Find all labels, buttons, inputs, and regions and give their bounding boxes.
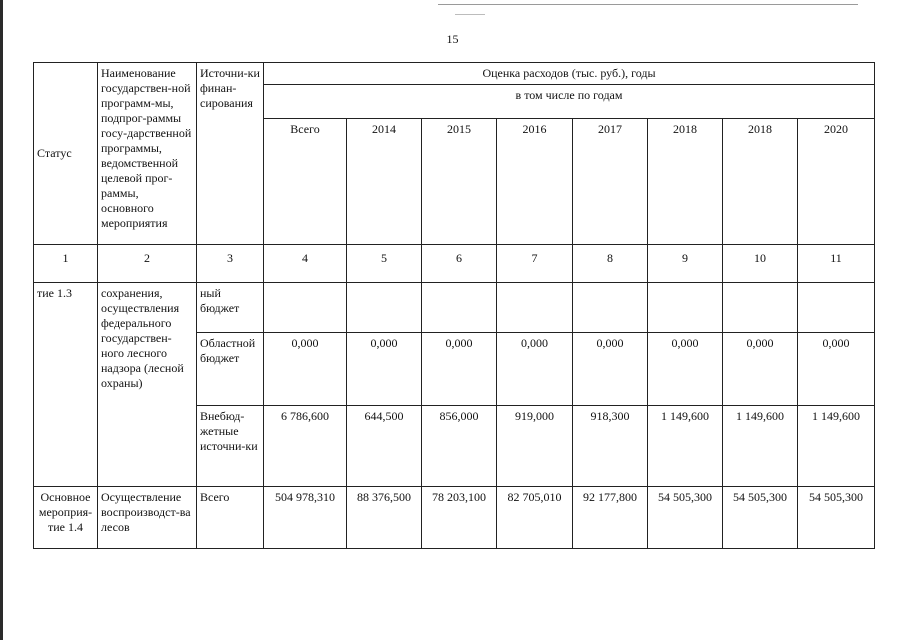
value-cell: 0,000	[347, 333, 422, 406]
header-status: Статус	[34, 63, 98, 245]
header-year: Всего	[264, 119, 347, 245]
value-cell	[422, 283, 497, 333]
header-year: 2016	[497, 119, 573, 245]
header-name: Наименование государствен-ной программ-мы, подпрог-раммы госу-дарственной программы, ведомственной целевой прог-раммы, основного мероприятия	[98, 63, 197, 245]
value-cell: 0,000	[264, 333, 347, 406]
value-cell: 919,000	[497, 406, 573, 487]
column-number: 8	[573, 245, 648, 283]
source-label: Всего	[197, 487, 264, 549]
header-year: 2017	[573, 119, 648, 245]
header-source: Источни-ки финан-сирования	[197, 63, 264, 245]
value-cell: 78 203,100	[422, 487, 497, 549]
column-number-row	[34, 245, 875, 283]
header-year: 2015	[422, 119, 497, 245]
header-year: 2014	[347, 119, 422, 245]
value-cell	[573, 283, 648, 333]
scan-top-line	[438, 4, 858, 5]
value-cell: 504 978,310	[264, 487, 347, 549]
value-cell: 0,000	[497, 333, 573, 406]
value-cell: 1 149,600	[648, 406, 723, 487]
value-cell: 54 505,300	[648, 487, 723, 549]
column-number: 6	[422, 245, 497, 283]
activity-status: Основное мероприя-тие 1.4	[34, 487, 98, 549]
budget-table	[33, 62, 875, 549]
column-number: 5	[347, 245, 422, 283]
value-cell: 918,300	[573, 406, 648, 487]
value-cell: 0,000	[798, 333, 875, 406]
column-number: 4	[264, 245, 347, 283]
column-number: 11	[798, 245, 875, 283]
activity-name: Осуществление воспроизводст-ва лесов	[98, 487, 197, 549]
source-label: ный бюджет	[197, 283, 264, 333]
column-number: 7	[497, 245, 573, 283]
column-number: 3	[197, 245, 264, 283]
value-cell: 644,500	[347, 406, 422, 487]
column-number: 9	[648, 245, 723, 283]
value-cell: 92 177,800	[573, 487, 648, 549]
value-cell	[347, 283, 422, 333]
value-cell: 0,000	[648, 333, 723, 406]
value-cell	[497, 283, 573, 333]
value-cell: 54 505,300	[798, 487, 875, 549]
value-cell: 1 149,600	[723, 406, 798, 487]
value-cell: 82 705,010	[497, 487, 573, 549]
value-cell: 856,000	[422, 406, 497, 487]
header-year: 2020	[798, 119, 875, 245]
source-label: Областной бюджет	[197, 333, 264, 406]
page-number: 15	[446, 32, 459, 46]
header-by-years: в том числе по годам	[264, 85, 875, 119]
value-cell: 6 786,600	[264, 406, 347, 487]
value-cell: 0,000	[422, 333, 497, 406]
source-label: Внебюд-жетные источни-ки	[197, 406, 264, 487]
table-row	[34, 487, 875, 549]
value-cell: 54 505,300	[723, 487, 798, 549]
column-number: 1	[34, 245, 98, 283]
value-cell	[264, 283, 347, 333]
header-year: 2018	[648, 119, 723, 245]
scan-top-mark	[455, 14, 485, 15]
activity-name: сохранения, осуществления федерального государствен-ного лесного надзора (лесной охраны)	[98, 283, 197, 487]
header-row-1	[34, 63, 875, 85]
value-cell	[723, 283, 798, 333]
column-number: 2	[98, 245, 197, 283]
header-year: 2018	[723, 119, 798, 245]
value-cell: 0,000	[573, 333, 648, 406]
value-cell	[798, 283, 875, 333]
page-left-edge	[0, 0, 3, 640]
table-row	[34, 283, 875, 333]
activity-status: тие 1.3	[34, 283, 98, 487]
value-cell: 0,000	[723, 333, 798, 406]
header-estimate: Оценка расходов (тыс. руб.), годы	[264, 63, 875, 85]
value-cell: 88 376,500	[347, 487, 422, 549]
value-cell: 1 149,600	[798, 406, 875, 487]
column-number: 10	[723, 245, 798, 283]
value-cell	[648, 283, 723, 333]
